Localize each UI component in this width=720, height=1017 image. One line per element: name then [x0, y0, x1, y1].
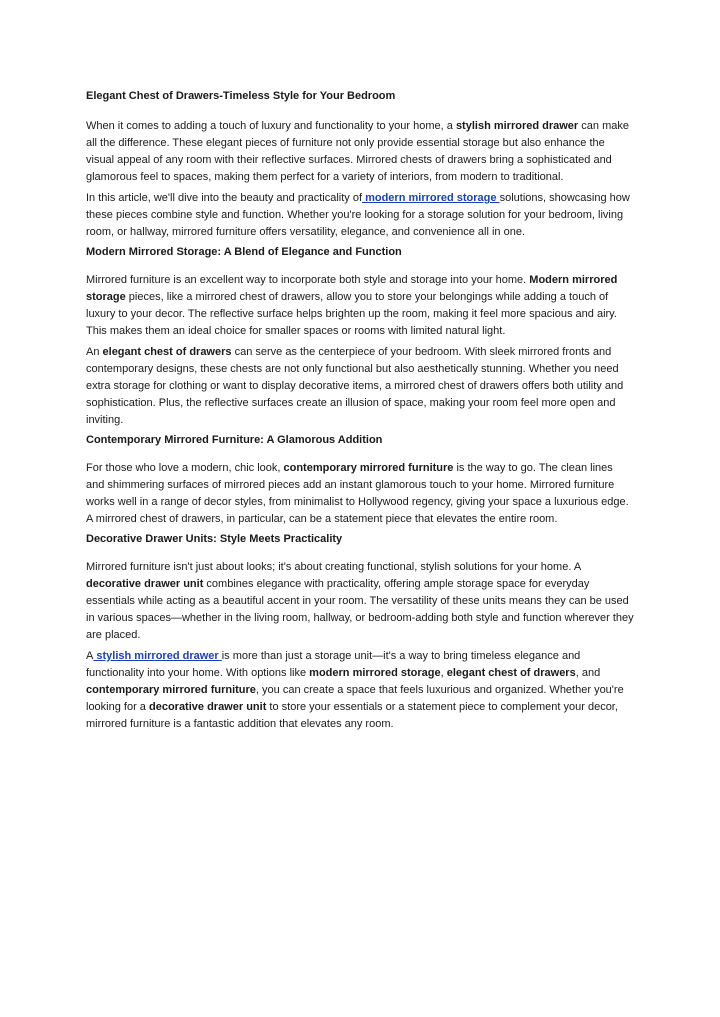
section-heading-modern-mirrored-storage: Modern Mirrored Storage: A Blend of Elegance and Function: [86, 246, 402, 258]
text-run: combines elegance with practicality, offering ample storage space for everyday essentials while acting as a beautiful accent in your room. The versatility of these units means they can be used in various spaces—whether in the living room, hallway, or bedroom-adding both style and function wherever they are placed.: [86, 578, 634, 641]
bold-keyword: Modern mirrored storage: [86, 274, 618, 303]
bold-keyword: decorative drawer unit: [86, 578, 204, 590]
modern-mirrored-storage-link[interactable]: modern mirrored storage: [362, 192, 500, 204]
intro-paragraph-1: [86, 118, 634, 186]
document-title: Elegant Chest of Drawers-Timeless Style for Your Bedroom: [86, 90, 396, 102]
bold-keyword: modern mirrored storage: [309, 667, 441, 679]
section-heading-decorative-drawer-units: Decorative Drawer Units: Style Meets Practicality: [86, 533, 343, 545]
text-run: can serve as the centerpiece of your bedroom. With sleek mirrored fronts and contemporary designs, these chests are not only functional but also aesthetically stunning. Whether you need extra storage for clothing or want to display decorative items, a mirrored chest of drawers offers both utility and sophistication. Plus, the reflective surfaces create an illusion of space, making your room feel more open and inviting.: [86, 346, 624, 426]
stylish-mirrored-drawer-link[interactable]: stylish mirrored drawer: [93, 650, 222, 662]
text-run: to store your essentials or a statement piece to complement your decor, mirrored furniture is a fantastic addition that elevates any room.: [86, 701, 618, 730]
bold-keyword: contemporary mirrored furniture: [86, 684, 256, 696]
text-run: A: [86, 650, 94, 662]
text-run: is the way to go. The clean lines and shimmering surfaces of mirrored pieces add an instant glamorous touch to your home. Mirrored furniture works well in a range of decor styles, from minimalist to Hollywood regency, giving your space a luxurious edge. A mirrored chest of drawers, in particular, can be a statement piece that elevates the entire room.: [86, 462, 629, 525]
text-run: Mirrored furniture isn't just about looks; it's about creating functional, stylish solutions for your home. A: [86, 561, 581, 573]
text-run: is more than just a storage unit—it's a way to bring timeless elegance and functionality into your home. With options like: [86, 650, 581, 679]
bold-keyword: decorative drawer unit: [148, 701, 267, 713]
bold-keyword: contemporary mirrored furniture: [283, 462, 454, 474]
text-run: An: [86, 346, 103, 358]
text-run: , you can create a space that feels luxurious and organized. Whether you're looking for a: [86, 684, 624, 713]
text-run: solutions, showcasing how these pieces combine style and function. Whether you're looking for a storage solution for your bedroom, living room, or hallway, mirrored furniture offers versatility, elegance, and convenience all in one.: [86, 192, 630, 238]
text-run: When it comes to adding a touch of luxury and functionality to your home, a: [86, 120, 456, 132]
text-run: , and: [575, 667, 601, 679]
section1-paragraph-2: [86, 344, 634, 429]
section2-paragraph-1: [86, 460, 634, 528]
text-run: Mirrored furniture is an excellent way to incorporate both style and storage into your home.: [86, 274, 530, 286]
bold-keyword: elegant chest of drawers: [446, 667, 576, 679]
intro-paragraph-2: [86, 190, 634, 241]
bold-keyword: stylish mirrored drawer: [455, 120, 579, 132]
text-run: For those who love a modern, chic look,: [86, 462, 284, 474]
text-run: can make all the difference. These elegant pieces of furniture not only provide essential storage but also enhance the visual appeal of any room with their reflective surfaces. Mirrored chests of drawers bring a sophisticated and glamorous feel to spaces, making them perfect for a variety of interiors, from modern to traditional.: [86, 120, 629, 183]
section3-paragraph-1: [86, 559, 634, 644]
text-run: ,: [440, 667, 447, 679]
bold-keyword: elegant chest of drawers: [102, 346, 232, 358]
section1-paragraph-1: [86, 272, 634, 340]
section3-paragraph-2: [86, 648, 634, 733]
text-run: pieces, like a mirrored chest of drawers, allow you to store your belongings while adding a touch of luxury to your decor. The reflective surface helps brighten up the room, making it feel more spacious and airy. This makes them an ideal choice for smaller spaces or rooms with limited natural light.: [86, 291, 617, 337]
section-heading-contemporary-mirrored-furniture: Contemporary Mirrored Furniture: A Glamorous Addition: [86, 434, 383, 446]
text-run: In this article, we'll dive into the beauty and practicality of: [86, 192, 363, 204]
